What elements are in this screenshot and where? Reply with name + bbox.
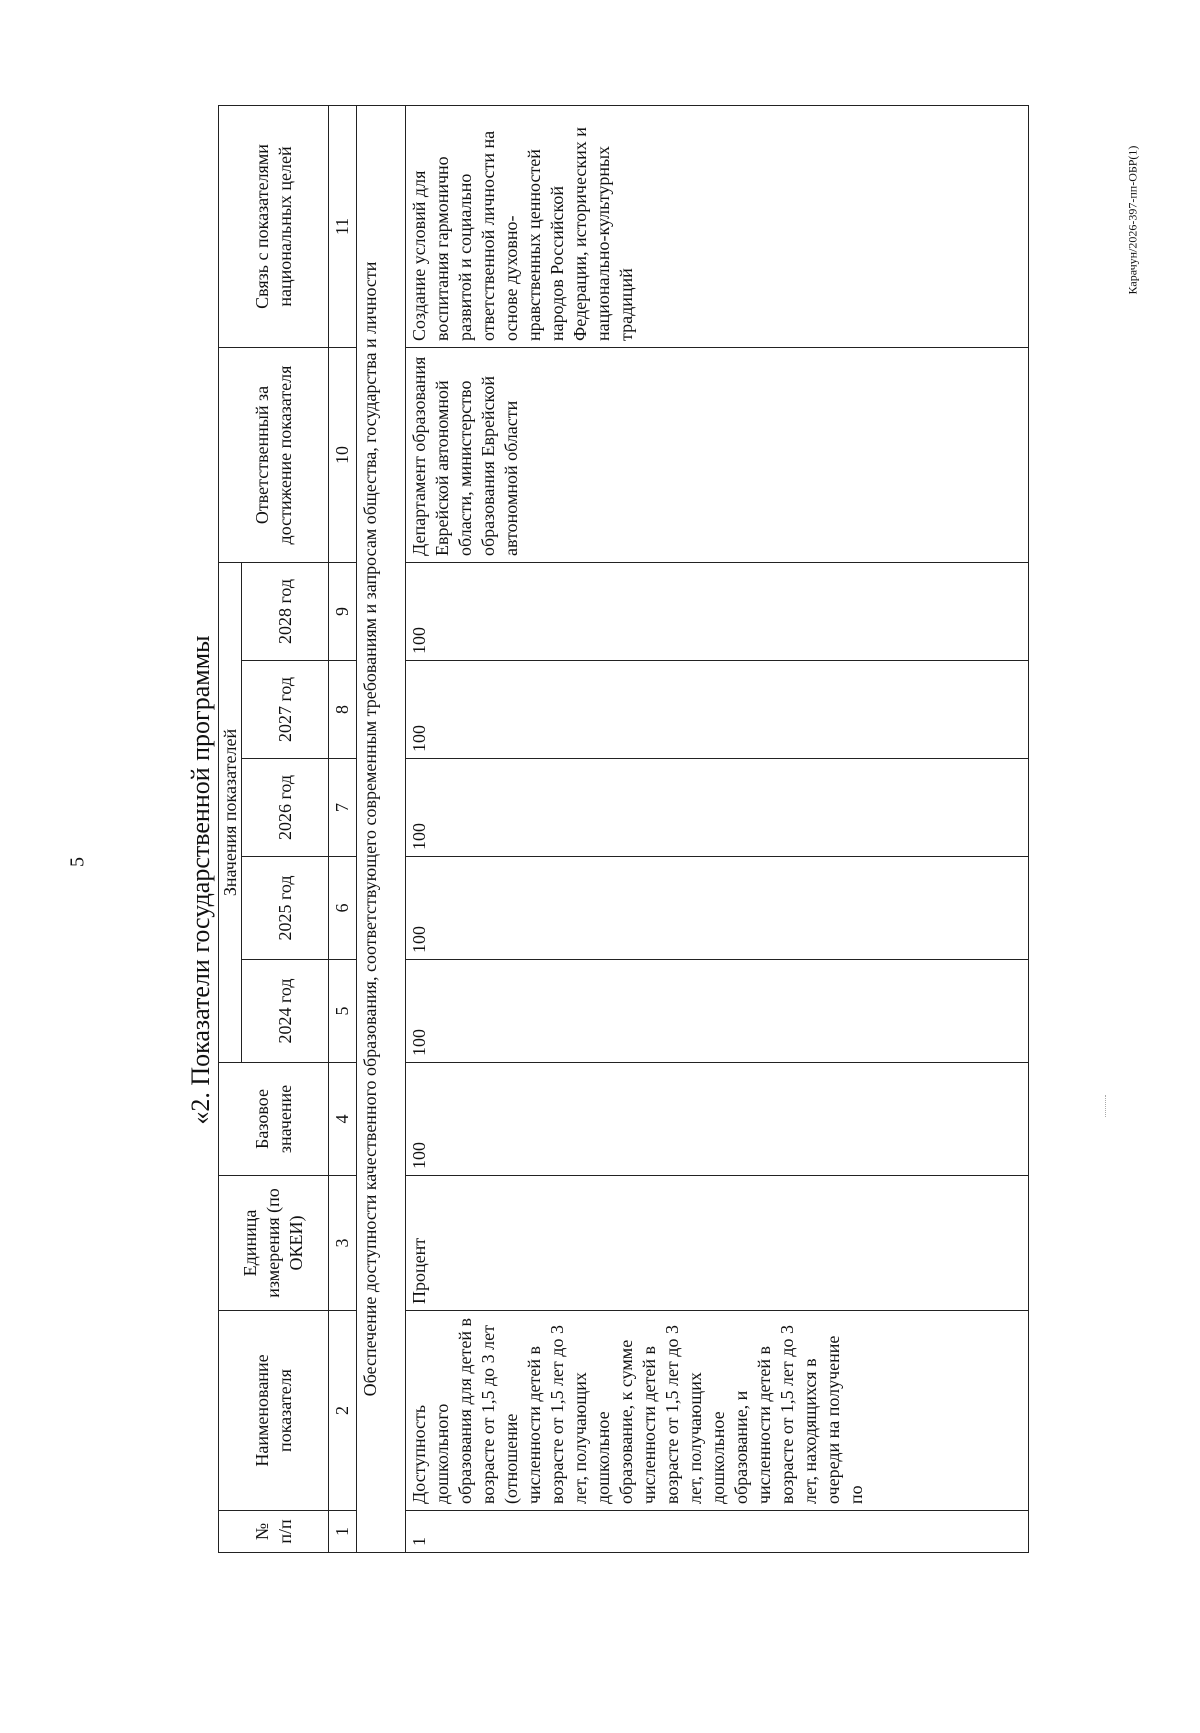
header-num: № п/п — [219, 1511, 329, 1553]
header-link: Связь с показателями национальных целей — [219, 106, 329, 348]
col-num-1: 1 — [329, 1511, 357, 1553]
row-num: 1 — [406, 1511, 1029, 1553]
header-year-2028: 2028 год — [242, 563, 329, 661]
header-base: Базовое значение — [219, 1063, 329, 1176]
col-num-3: 3 — [329, 1176, 357, 1311]
section-heading: Обеспечение доступности качественного образования, соответствующего современным требованиям и запросам общества, государства и личности — [357, 106, 406, 1553]
col-num-5: 5 — [329, 960, 357, 1063]
row-unit: Процент — [406, 1176, 1029, 1311]
row-value-2025: 100 — [406, 857, 1029, 960]
col-num-4: 4 — [329, 1063, 357, 1176]
row-national-goal-link: Создание условий для воспитания гармонично развитой и социально ответственной личности на основе духовно-нравственных ценностей народов Российской Федерации, исторических и национально-культурных традиций — [406, 106, 1029, 348]
rotated-sheet — [180, 80, 1100, 1580]
col-num-10: 10 — [329, 348, 357, 563]
header-year-2027: 2027 год — [242, 661, 329, 759]
section-row — [357, 106, 406, 1553]
row-base-value: 100 — [406, 1063, 1029, 1176]
row-value-2027: 100 — [406, 661, 1029, 759]
header-row — [219, 106, 242, 1553]
sheet-content — [180, 80, 1100, 1580]
col-num-2: 2 — [329, 1311, 357, 1511]
col-num-11: 11 — [329, 106, 357, 348]
table-title: «2. Показатели государственной программы — [186, 635, 215, 1125]
col-num-6: 6 — [329, 857, 357, 960]
col-num-9: 9 — [329, 563, 357, 661]
header-year-2024: 2024 год — [242, 960, 329, 1063]
header-name: Наименование показателя — [219, 1311, 329, 1511]
header-year-2025: 2025 год — [242, 857, 329, 960]
row-value-2028: 100 — [406, 563, 1029, 661]
page-number: 5 — [66, 857, 89, 867]
table-row — [406, 106, 1029, 1553]
document-code: Карачун/2026-397-пп-ОБР(1) — [1125, 145, 1140, 295]
row-value-2026: 100 — [406, 759, 1029, 857]
col-num-8: 8 — [329, 661, 357, 759]
header-values-group: Значения показателей — [219, 563, 242, 1063]
row-responsible: Департамент образования Еврейской автономной области, министерство образования Еврейской автономной области — [406, 348, 1029, 563]
row-indicator-name: Доступность дошкольного образования для детей в возрасте от 1,5 до 3 лет (отношение численности детей в возрасте от 1,5 лет до 3 лет, получающих дошкольное образование, к сумме численности детей в возрасте от 1,5 лет до 3 лет, получающих дошкольное образование, и численности детей в возрасте от 1,5 лет до 3 лет, находящихся в очереди на получение по — [406, 1311, 1029, 1511]
col-num-7: 7 — [329, 759, 357, 857]
row-value-2024: 100 — [406, 960, 1029, 1063]
header-unit: Единица измерения (по ОКЕИ) — [219, 1176, 329, 1311]
indicators-table — [218, 105, 1029, 1553]
header-responsible: Ответственный за достижение показателя — [219, 348, 329, 563]
header-year-2026: 2026 год — [242, 759, 329, 857]
scan-artifact — [1105, 1095, 1107, 1117]
column-numbers-row — [329, 106, 357, 1553]
